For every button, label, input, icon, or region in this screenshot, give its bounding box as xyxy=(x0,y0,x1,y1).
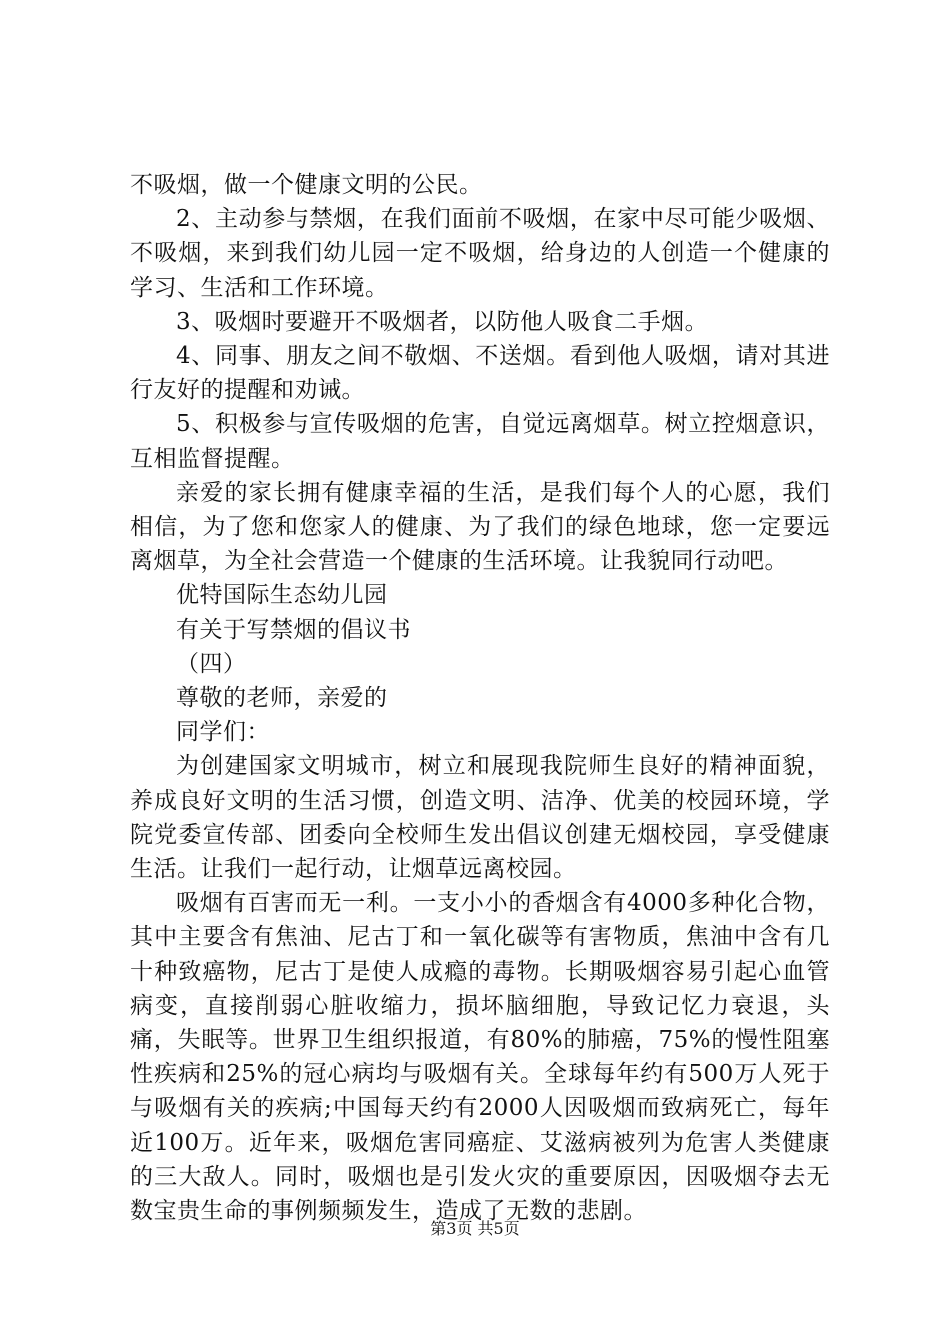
paragraph: 4、同事、朋友之间不敬烟、不送烟。看到他人吸烟，请对其进行友好的提醒和劝诫。 xyxy=(130,343,830,404)
paragraph: 吸烟有百害而无一利。一支小小的香烟含有4000多种化合物，其中主要含有焦油、尼古丁和一氧化碳等有害物质，焦油中含有几十种致癌物，尼古丁是使人成瘾的毒物。长期吸烟容易引起心血管病变，直接削弱心脏收缩力，损坏脑细胞，导致记忆力衰退，头痛，失眠等。世界卫生组织报道，有80%的肺癌，75%的慢性阻塞性疾病和25%的冠心病均与吸烟有关。全球每年约有500万人死于与吸烟有关的疾病;中国每天约有2000人因吸烟而致病死亡，每年近100万。近年来，吸烟危害同癌症、艾滋病被列为危害人类健康的三大敌人。同时，吸烟也是引发火灾的重要原因，因吸烟夺去无数宝贵生命的事例频频发生，造成了无数的悲剧。 xyxy=(130,890,830,1225)
paragraph: 2、主动参与禁烟，在我们面前不吸烟，在家中尽可能少吸烟、不吸烟，来到我们幼儿园一定不吸烟，给身边的人创造一个健康的学习、生活和工作环境。 xyxy=(130,206,830,301)
page-number-footer: 第3页 共5页 xyxy=(430,1219,520,1238)
paragraph: 5、积极参与宣传吸烟的危害，自觉远离烟草。树立控烟意识，互相监督提醒。 xyxy=(130,411,830,472)
signature-line: 优特国际生态幼儿园 xyxy=(176,582,388,609)
paragraph: 亲爱的家长拥有健康幸福的生活，是我们每个人的心愿，我们相信，为了您和您家人的健康、为了我们的绿色地球，您一定要远离烟草，为全社会营造一个健康的生活环境。让我貌同行动吧。 xyxy=(130,479,830,575)
section-title: 有关于写禁烟的倡议书 xyxy=(176,616,411,643)
salutation-line: 尊敬的老师，亲爱的 xyxy=(176,685,388,712)
paragraph: 不吸烟，做一个健康文明的公民。 xyxy=(130,172,483,198)
section-number: （四） xyxy=(176,650,247,677)
paragraph: 为创建国家文明城市，树立和展现我院师生良好的精神面貌，养成良好文明的生活习惯，创造文明、洁净、优美的校园环境，学院党委宣传部、团委向全校师生发出倡议创建无烟校园，享受健康生活。让我们一起行动，让烟草远离校园。 xyxy=(130,753,830,883)
salutation-line: 同学们： xyxy=(176,719,270,746)
document-body xyxy=(130,168,830,1228)
paragraph: 3、吸烟时要避开不吸烟者，以防他人吸食二手烟。 xyxy=(176,308,709,335)
